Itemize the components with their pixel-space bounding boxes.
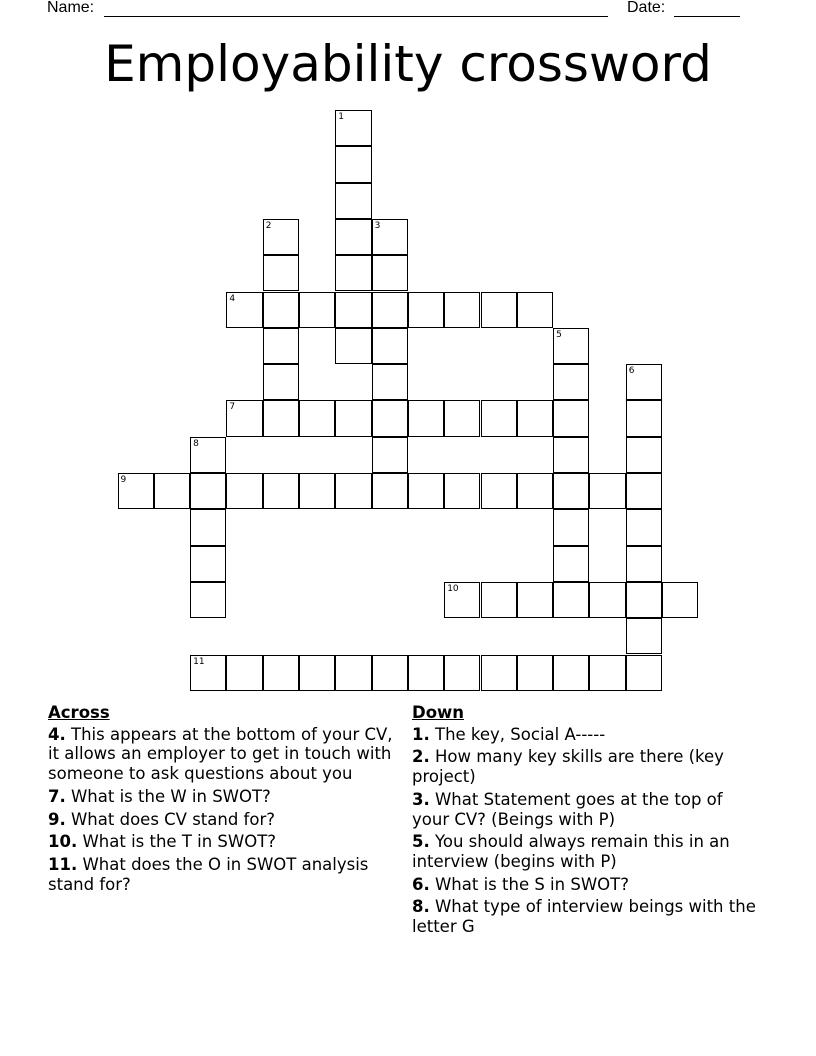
crossword-cell[interactable] [553, 546, 589, 582]
clue-number-label: 3 [374, 220, 381, 231]
crossword-cell[interactable] [626, 546, 662, 582]
crossword-cell[interactable] [263, 219, 299, 255]
clue-text: The key, Social A----- [429, 724, 606, 744]
clue-text: What is the T in SWOT? [77, 832, 277, 852]
crossword-cell[interactable] [190, 582, 226, 618]
across-clues [48, 703, 393, 897]
crossword-cell[interactable] [626, 582, 662, 618]
crossword-cell[interactable] [263, 328, 299, 364]
crossword-cell[interactable] [335, 473, 371, 509]
crossword-cell[interactable] [626, 364, 662, 400]
crossword-cell[interactable] [444, 582, 480, 618]
clue-text: You should always remain this in an interview (begins with P) [412, 832, 730, 871]
crossword-cell[interactable] [226, 292, 262, 328]
clue-number-label: 9 [120, 475, 127, 485]
clue-down-3 [412, 790, 762, 829]
clue-down-6 [412, 875, 762, 895]
crossword-cell[interactable] [553, 400, 589, 436]
crossword-cell[interactable] [408, 655, 444, 691]
crossword-cell[interactable] [517, 655, 553, 691]
crossword-cell[interactable] [553, 509, 589, 545]
clue-number: 11. [48, 854, 78, 874]
crossword-cell[interactable] [372, 219, 408, 255]
crossword-cell[interactable] [372, 364, 408, 400]
clue-down-1 [412, 725, 762, 745]
clue-number: 6. [412, 874, 430, 894]
name-field[interactable] [104, 16, 608, 17]
clue-number-label: 8 [193, 438, 199, 449]
clue-across-10 [48, 832, 393, 852]
clue-number: 2. [412, 747, 430, 767]
crossword-cell[interactable] [190, 509, 226, 545]
crossword-cell[interactable] [517, 582, 553, 618]
crossword-cell[interactable] [626, 473, 662, 509]
crossword-cell[interactable] [372, 437, 408, 473]
crossword-cell[interactable] [553, 655, 589, 691]
clue-across-11 [48, 855, 393, 894]
clue-text: What is the W in SWOT? [65, 786, 271, 806]
crossword-cell[interactable] [481, 292, 517, 328]
clue-text: What Statement goes at the top of your CV? (Beings with P) [412, 789, 723, 829]
crossword-cell[interactable] [517, 400, 553, 436]
crossword-cell[interactable] [589, 473, 625, 509]
clue-text: What does the O in SWOT analysis stand for? [48, 854, 369, 894]
crossword-cell[interactable] [154, 473, 190, 509]
crossword-cell[interactable] [299, 292, 335, 328]
crossword-cell[interactable] [335, 292, 371, 328]
across-heading: Across [48, 703, 110, 722]
crossword-cell[interactable] [263, 364, 299, 400]
clue-number-label: 11 [193, 656, 205, 667]
clue-text: How many key skills are there (key project) [412, 747, 724, 787]
clue-number: 7. [48, 786, 66, 806]
crossword-cell[interactable] [444, 655, 480, 691]
crossword-cell[interactable] [190, 437, 226, 473]
crossword-cell[interactable] [335, 655, 371, 691]
crossword-cell[interactable] [408, 473, 444, 509]
clue-number-label: 7 [229, 402, 236, 413]
clue-number-label: 1 [338, 112, 345, 122]
crossword-cell[interactable] [263, 473, 299, 509]
crossword-cell[interactable] [372, 473, 408, 509]
crossword-cell[interactable] [372, 655, 408, 691]
down-clues [412, 703, 762, 940]
crossword-cell[interactable] [335, 146, 371, 182]
crossword-cell[interactable] [372, 292, 408, 328]
clue-number: 9. [48, 809, 66, 829]
clue-across-7 [48, 787, 393, 807]
crossword-cell[interactable] [263, 292, 299, 328]
crossword-cell[interactable] [408, 400, 444, 436]
crossword-cell[interactable] [589, 655, 625, 691]
crossword-cell[interactable] [444, 400, 480, 436]
crossword-cell[interactable] [190, 546, 226, 582]
crossword-cell[interactable] [553, 473, 589, 509]
crossword-cell[interactable] [589, 582, 625, 618]
clue-number-label: 10 [447, 583, 459, 594]
clue-down-5 [412, 832, 762, 871]
crossword-cell[interactable] [481, 473, 517, 509]
crossword-cell[interactable] [481, 655, 517, 691]
crossword-cell[interactable] [335, 219, 371, 255]
clue-number: 4. [48, 724, 66, 744]
clue-number-label: 4 [229, 293, 236, 304]
crossword-cell[interactable] [372, 328, 408, 364]
crossword-cell[interactable] [335, 328, 371, 364]
clue-across-4 [48, 725, 393, 784]
crossword-cell[interactable] [299, 655, 335, 691]
crossword-cell[interactable] [626, 400, 662, 436]
crossword-cell[interactable] [444, 473, 480, 509]
crossword-cell[interactable] [118, 473, 154, 509]
crossword-cell[interactable] [263, 255, 299, 291]
date-label: Date: [627, 0, 666, 16]
crossword-cell[interactable] [626, 618, 662, 654]
crossword-cell[interactable] [335, 183, 371, 219]
crossword-cell[interactable] [626, 437, 662, 473]
clue-number: 3. [412, 789, 430, 809]
crossword-cell[interactable] [190, 655, 226, 691]
crossword-cell[interactable] [481, 400, 517, 436]
clue-text: What type of interview beings with the letter G [412, 897, 756, 937]
crossword-cell[interactable] [481, 582, 517, 618]
clue-across-9 [48, 810, 393, 830]
name-label: Name: [47, 0, 95, 16]
crossword-cell[interactable] [263, 400, 299, 436]
clue-number: 10. [48, 832, 78, 852]
crossword-cell[interactable] [517, 473, 553, 509]
clue-number: 5. [412, 832, 430, 852]
crossword-cell[interactable] [553, 364, 589, 400]
down-heading: Down [412, 703, 465, 722]
crossword-cell[interactable] [553, 437, 589, 473]
clue-text: This appears at the bottom of your CV, it allows an employer to get in touch with someone to ask questions about you [48, 724, 393, 784]
crossword-cell[interactable] [517, 292, 553, 328]
crossword-cell[interactable] [335, 110, 371, 146]
clue-down-8 [412, 897, 762, 936]
date-field[interactable] [674, 16, 740, 17]
crossword-cell[interactable] [662, 582, 698, 618]
crossword-cell[interactable] [226, 400, 262, 436]
crossword-cell[interactable] [335, 400, 371, 436]
clue-text: What does CV stand for? [65, 809, 276, 829]
crossword-cell[interactable] [553, 582, 589, 618]
crossword-cell[interactable] [553, 328, 589, 364]
crossword-cell[interactable] [299, 473, 335, 509]
crossword-cell[interactable] [626, 509, 662, 545]
clue-number: 1. [412, 724, 430, 744]
crossword-cell[interactable] [263, 655, 299, 691]
crossword-cell[interactable] [226, 655, 262, 691]
crossword-cell[interactable] [299, 400, 335, 436]
page-header [0, 0, 816, 20]
clue-number: 8. [412, 897, 430, 917]
clue-number-label: 6 [628, 366, 635, 377]
crossword-cell[interactable] [335, 255, 371, 291]
crossword-cell[interactable] [408, 292, 444, 328]
crossword-cell[interactable] [444, 292, 480, 328]
page-title: Employability crossword [104, 35, 712, 93]
crossword-cell[interactable] [372, 255, 408, 291]
clue-text: What is the S in SWOT? [429, 874, 629, 894]
clue-number-label: 5 [556, 329, 562, 340]
clue-number-label: 2 [265, 220, 272, 231]
crossword-cell[interactable] [626, 655, 662, 691]
crossword-cell[interactable] [372, 400, 408, 436]
crossword-cell[interactable] [190, 473, 226, 509]
crossword-cell[interactable] [226, 473, 262, 509]
clue-down-2 [412, 747, 762, 786]
